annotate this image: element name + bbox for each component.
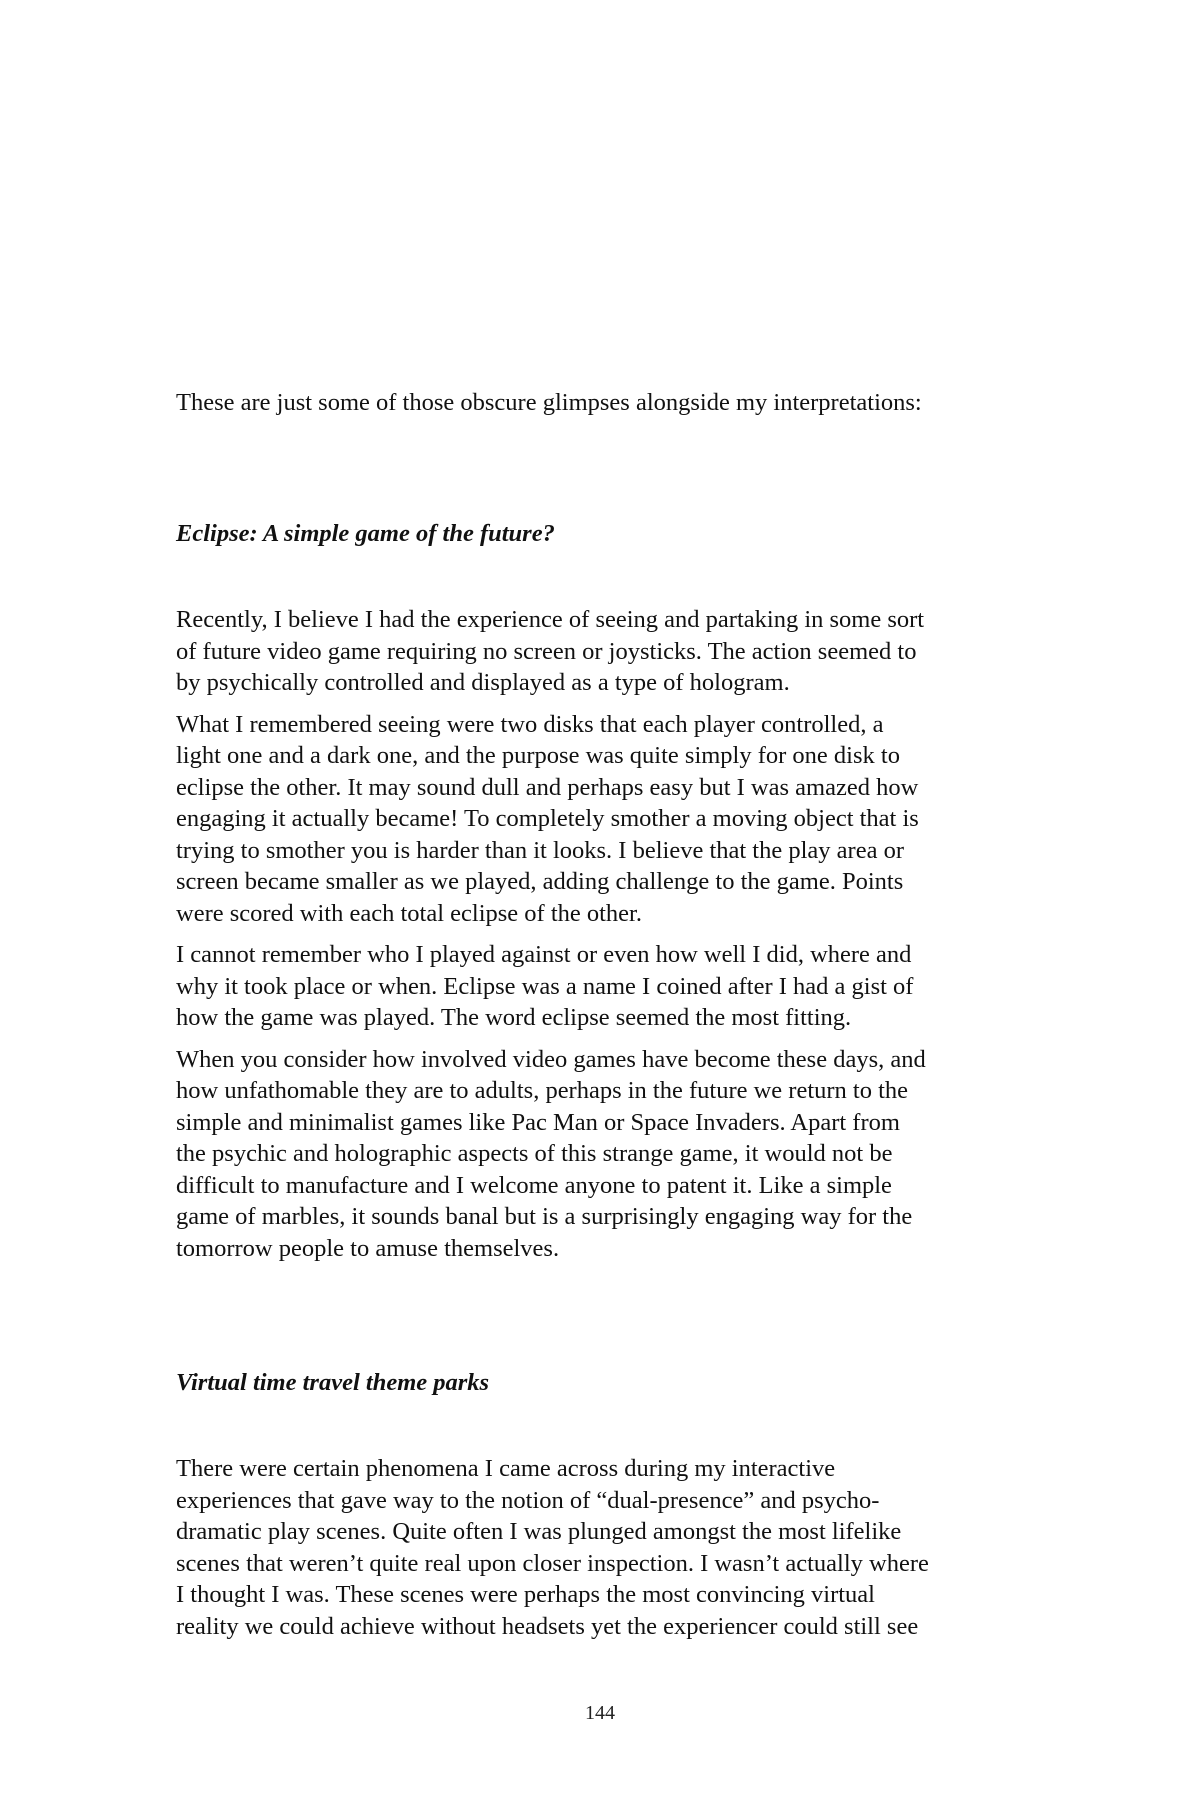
section-body-theme-parks [176,1453,1036,1642]
text-line: There were certain phenomena I came across during my interactive [176,1455,836,1482]
text-line: What I remembered seeing were two disks that each player controlled, a [176,710,884,738]
text-line: eclipse the other. It may sound dull and perhaps easy but I was amazed how [176,773,919,801]
paragraph [176,939,1036,1034]
text-line: by psychically controlled and displayed as a type of hologram. [176,669,790,696]
text-line: of future video game requiring no screen or joysticks. The action seemed to [176,637,917,665]
text-line: how the game was played. The word eclipse seemed the most fitting. [176,1004,852,1031]
text-line: the psychic and holographic aspects of this strange game, it would not be [176,1140,893,1167]
text-line: When you consider how involved video games have become these days, and [176,1045,926,1073]
section-body-eclipse [176,604,1036,1264]
text-line: screen became smaller as we played, adding challenge to the game. Points [176,868,904,895]
intro-text [176,387,1036,419]
text-line: tomorrow people to amuse themselves. [176,1234,560,1262]
text-line: I cannot remember who I played against or even how well I did, where and [176,941,912,968]
text-line: game of marbles, it sounds banal but is a surprisingly engaging way for the [176,1203,913,1230]
text-line: trying to smother you is harder than it looks. I believe that the play area or [176,836,904,864]
text-line: scenes that weren’t quite real upon closer inspection. I wasn’t actually where [176,1549,929,1577]
text-line: dramatic play scenes. Quite often I was plunged amongst the most lifelike [176,1518,902,1545]
text-line: reality we could achieve without headsets yet the experiencer could still see [176,1612,919,1640]
paragraph [176,1044,1036,1265]
text-line: why it took place or when. Eclipse was a name I coined after I had a gist of [176,972,914,1000]
text-line: Recently, I believe I had the experience of seeing and partaking in some sort [176,606,925,633]
text-line: These are just some of those obscure glimpses alongside my interpretations: [176,389,922,416]
page-number: 144 [585,1702,615,1724]
text-line: difficult to manufacture and I welcome anyone to patent it. Like a simple [176,1171,892,1199]
text-line: simple and minimalist games like Pac Man or Space Invaders. Apart from [176,1108,900,1136]
text-line: how unfathomable they are to adults, perhaps in the future we return to the [176,1077,909,1104]
section-heading-theme-parks: Virtual time travel theme parks [176,1369,490,1396]
paragraph [176,709,1036,930]
text-line: light one and a dark one, and the purpose was quite simply for one disk to [176,742,900,769]
text-line: experiences that gave way to the notion of “dual-presence” and psycho- [176,1486,880,1514]
text-line: engaging it actually became! To completely smother a moving object that is [176,805,919,832]
intro-paragraph [176,387,1036,419]
paragraph [176,1453,1036,1642]
section-heading-eclipse: Eclipse: A simple game of the future? [176,520,555,547]
text-line: were scored with each total eclipse of the other. [176,899,642,927]
paragraph [176,604,1036,699]
text-line: I thought I was. These scenes were perhaps the most convincing virtual [176,1581,875,1608]
